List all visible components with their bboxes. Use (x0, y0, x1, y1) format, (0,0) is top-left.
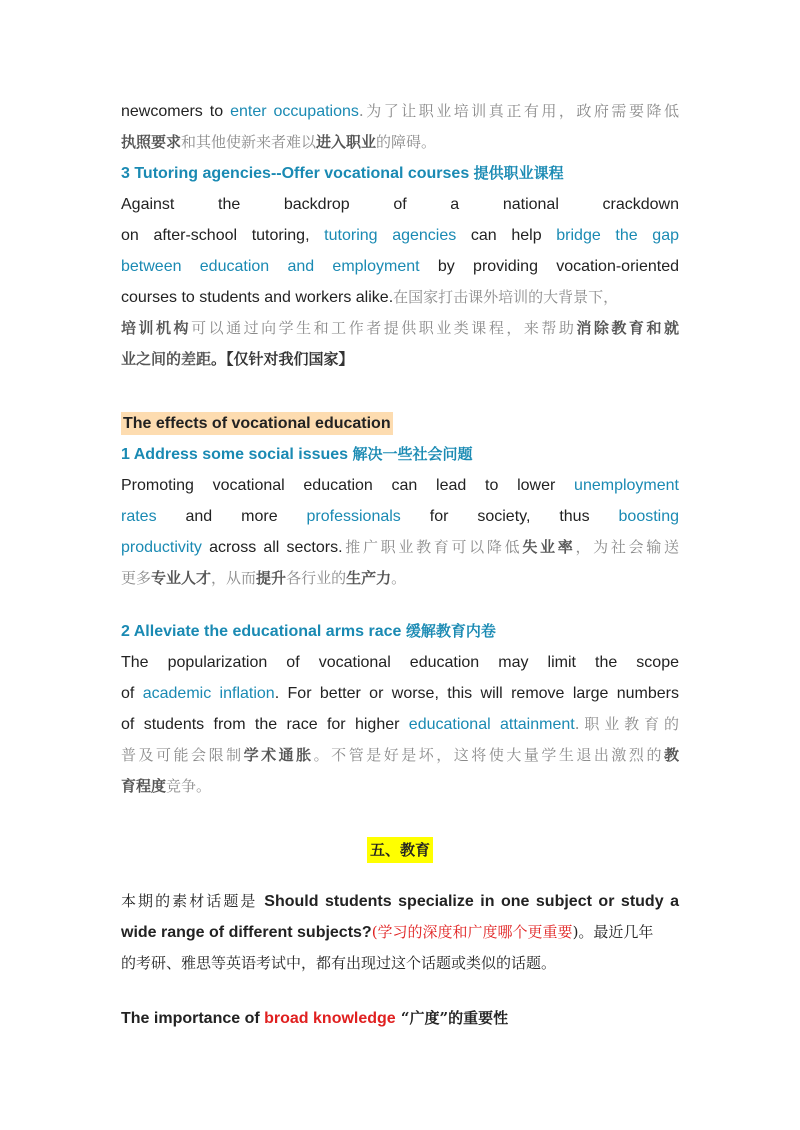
paragraph-tutoring-line1 (121, 189, 679, 220)
bold-term: 专业人才 (151, 569, 212, 587)
key-term: boosting (618, 508, 680, 525)
heading-cn: 缓解教育内卷 (405, 622, 496, 640)
text: for society, thus (400, 508, 619, 525)
text: and more (156, 508, 307, 525)
paragraph-tutoring-line4 (121, 282, 679, 313)
paragraph-arms-line3 (121, 709, 679, 740)
topic-question: Should students specialize in one subject or study a (264, 893, 679, 910)
paragraph-arms-line5 (121, 771, 679, 802)
key-term: unemployment (574, 477, 679, 494)
bold-term: 失业率 (522, 538, 576, 556)
translation: 和其他使新来者难以 (181, 133, 317, 151)
translation: ，从而 (211, 569, 257, 587)
bold-term: 进入职业 (316, 133, 377, 151)
key-term: rates (121, 508, 157, 525)
heading-importance (121, 1003, 679, 1034)
text: of (121, 685, 143, 702)
chapter-title (121, 835, 679, 866)
red-translation: (学习的深度和广度哪个更重要 (371, 923, 573, 941)
key-term: educational attainment (408, 716, 575, 733)
document-body (121, 96, 679, 1034)
translation: 各行业的 (286, 569, 347, 587)
paragraph-topic-line2 (121, 917, 679, 948)
translation: .为了让职业培训真正有用，政府需要降低 (358, 102, 679, 120)
paragraph-social-line1 (121, 470, 679, 501)
text: of students from the race for higher (121, 716, 409, 733)
bold-term: 消除教育和就 (576, 319, 679, 337)
paragraph-social-line4 (121, 563, 679, 594)
translation: ，为社会输送 (575, 538, 679, 556)
heading-en: 2 Alleviate the educational arms race (121, 623, 406, 640)
key-term: between education and employment (121, 258, 420, 275)
bold-term: 生产力 (346, 569, 392, 587)
text: on after-school tutoring, (121, 227, 325, 244)
translation: 推广职业教育可以降低 (342, 538, 523, 556)
text: The popularization of vocational education may limit the scope (121, 654, 679, 671)
translation: 更多 (121, 569, 152, 587)
paragraph-arms-line4 (121, 740, 679, 771)
paragraph-topic-line3 (121, 948, 679, 979)
text: Against the backdrop of a national crackdown (121, 196, 679, 213)
text-cn: 本期的素材话题是 (121, 892, 265, 910)
topic-question: wide range of different subjects? (121, 924, 372, 941)
heading-en: 3 Tutoring agencies--Offer vocational courses (121, 165, 474, 182)
paragraph-tutoring-line2 (121, 220, 679, 251)
heading-arms-race (121, 616, 679, 647)
key-term: bridge the gap (556, 227, 679, 244)
paragraph-arms-line1 (121, 647, 679, 678)
section-title-effects (121, 408, 679, 439)
translation: 普及可能会限制 (121, 746, 244, 764)
text: by providing vocation-oriented (419, 258, 680, 275)
translation: 的障碍。 (376, 133, 437, 151)
text-cn: 的考研、雅思等英语考试中，都有出现过这个话题或类似的话题。 (121, 954, 557, 972)
text: courses to students and workers alike. (121, 289, 394, 306)
paragraph-arms-line2 (121, 678, 679, 709)
translation: 可以通过向学生和工作者提供职业类课程，来帮助 (191, 319, 577, 337)
paragraph-tutoring-line5 (121, 313, 679, 344)
heading-en: The importance of (121, 1010, 265, 1027)
text: newcomers to (121, 103, 231, 120)
key-term: productivity (121, 539, 202, 556)
heading-cn: 解决一些社会问题 (352, 445, 473, 463)
bold-term: 提升 (256, 569, 287, 587)
text: . For better or worse, this will remove large numbers (274, 685, 680, 702)
paragraph-social-line3 (121, 532, 679, 563)
key-term: academic inflation (142, 685, 275, 702)
heading-cn: 提供职业课程 (473, 164, 564, 182)
bold-term: 业之间的差距 (121, 350, 212, 368)
heading-cn: “广度”的重要性 (395, 1009, 509, 1027)
heading-social-issues (121, 439, 679, 470)
paragraph-tutoring-line3 (121, 251, 679, 282)
red-term: broad knowledge (264, 1010, 396, 1027)
paragraph-licensing-cn (121, 127, 679, 158)
bold-term: 培训机构 (121, 319, 192, 337)
heading-en: 1 Address some social issues (121, 446, 353, 463)
note: 。【仅针对我们国家】 (211, 350, 354, 368)
key-term: enter occupations (230, 103, 359, 120)
text: Promoting vocational education can lead to lower (121, 477, 575, 494)
translation: 。 (391, 569, 407, 587)
paragraph-tutoring-line6 (121, 344, 679, 375)
heading-tutoring (121, 158, 679, 189)
paragraph-social-line2 (121, 501, 679, 532)
key-term: tutoring agencies (324, 227, 457, 244)
bold-term: 育程度 (121, 777, 167, 795)
text: can help (456, 227, 557, 244)
translation: 在国家打击课外培训的大背景下， (393, 288, 619, 306)
text: across all sectors. (201, 539, 343, 556)
translation: 竞争。 (166, 777, 212, 795)
paragraph-licensing (121, 96, 679, 127)
translation: 。不管是好是坏，这将使大量学生退出激烈的 (313, 746, 664, 764)
paragraph-topic-line1 (121, 886, 679, 917)
bold-term: 执照要求 (121, 133, 182, 151)
text-cn: )。最近几年 (572, 923, 654, 941)
highlighted-chapter: 五、教育 (367, 837, 433, 863)
translation: .职业教育的 (574, 715, 679, 733)
key-term: professionals (306, 508, 401, 525)
bold-term: 学术通胀 (243, 746, 314, 764)
highlighted-heading: The effects of vocational education (121, 412, 393, 435)
bold-term: 教 (663, 746, 679, 764)
